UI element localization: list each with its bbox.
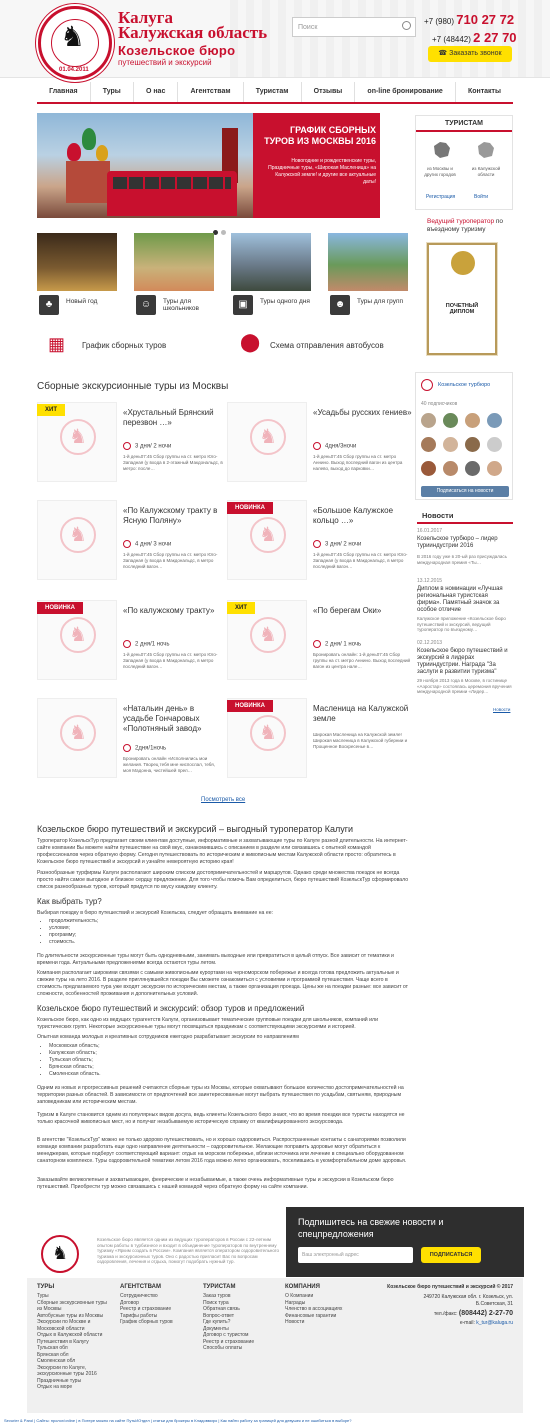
sidebar-certificate (415, 215, 513, 365)
phone-icon: ☎ (438, 50, 450, 57)
feature-schedule-link[interactable]: График сборных туров (82, 341, 167, 350)
footer-link[interactable]: Заказ туров (203, 1293, 231, 1299)
avatar[interactable] (443, 437, 458, 452)
footer-link[interactable]: Сборные экскурсионные туры из Москвы (37, 1299, 107, 1312)
badge-hit: ХИТ (227, 602, 255, 614)
tour-card[interactable] (37, 600, 218, 680)
clock-icon (123, 442, 131, 450)
register-link[interactable]: Регистрация (426, 194, 456, 200)
footer-link[interactable]: Отдых на море (37, 1384, 73, 1390)
diploma-title: ПОЧЕТНЫЙ ДИПЛОМ (445, 303, 479, 315)
vk-subscribe-button[interactable]: Подписаться на новости (421, 486, 509, 497)
tile-one-day-tours[interactable] (231, 233, 311, 315)
badge-new: НОВИНКА (227, 700, 273, 712)
tour-title[interactable]: «По берегам Оки» (313, 606, 382, 615)
footer-col-heading: ТУРЫ (37, 1284, 55, 1290)
email-input[interactable]: Ваш электронный адрес (298, 1247, 413, 1263)
article-paragraph: Заказывайте великолепные и захватывающие, феерические и незабываемые, а также очень информативные туры и экскурсии в Козельском бюро путешествий. Приобрести тур можно связавшись с нашей командой через обратную форму на сайте компании. (37, 1177, 394, 1190)
clock-icon (313, 442, 321, 450)
group-icon: ☻ (330, 295, 350, 315)
badge-new: НОВИНКА (227, 502, 273, 514)
footer-col-company (285, 1293, 365, 1326)
search-icon[interactable] (402, 21, 411, 30)
footer-link[interactable]: Брянская обл (37, 1351, 69, 1358)
news-heading: Новости (417, 510, 513, 524)
footer-link[interactable]: Путешествия в Калугу (37, 1338, 89, 1345)
horse-icon: ♞ (250, 617, 286, 653)
logo-seal[interactable] (38, 6, 112, 80)
article-paragraph: Козельское бюро, как одно из ведущих турагентств Калуги, организовывает тематические групповые поездки для школьников, компаний или туристических групп. Некоторые экскурсионные туры могут посвящаться праздникам с соответствующими экскурсиями и историей. (37, 1017, 378, 1030)
article-paragraph: Выбирая поездку в бюро путешествий и экскурсий Козельска, следует обращать внимание на ее: (37, 910, 274, 916)
footer-link[interactable]: Автобусные туры из Москвы (37, 1312, 104, 1319)
news-text: 29 ноября 2013 года в Москве, в гостинице «Аэростар» состоялась церемония вручения международной премии «Лидер… (417, 678, 512, 694)
article-list: • продолжительность; • условия; • программу; • стоимость. (37, 918, 410, 946)
footer-col-tours (37, 1293, 112, 1391)
news-date: 16.01.2017 (417, 528, 443, 534)
footer-link[interactable]: Экскурсии по Москве и Московской области (37, 1319, 91, 1332)
sidebar-tourists (415, 115, 513, 210)
footer-link[interactable]: Способы оплаты (203, 1345, 243, 1351)
footer-link[interactable]: Документы (203, 1325, 229, 1332)
tile-label: Туры для групп (357, 298, 403, 305)
login-link[interactable]: Войти (474, 194, 488, 200)
clock-icon (123, 640, 131, 648)
tour-desc: Бронировать онлайн «Исполнились мои желания. Творец тебя мне ниспослал, тебя, моя Мадонна, чистейшей прел… (123, 756, 215, 773)
footer-address: 249720 Калужская обл. г. Козельск, ул. Б.Советская, 31 (423, 1294, 513, 1307)
article-paragraph: Опытная команда молодых и креативных сотрудников ежегодно разрабатывает экскурсии по направлениям (37, 1034, 299, 1040)
phone-1[interactable]: +7 (980) 710 27 72 (424, 12, 515, 27)
slider-dot-2[interactable] (221, 230, 226, 235)
footer-link[interactable]: Поиск тура (203, 1299, 229, 1306)
footer-link[interactable]: Договор (120, 1299, 139, 1306)
slide-caption[interactable] (253, 113, 380, 218)
footer-copyright: Козельское бюро путешествий и экскурсий © 2017 (387, 1284, 513, 1290)
nav-home[interactable]: Главная (37, 82, 91, 102)
footer-link[interactable]: Реестр и страхование (120, 1306, 172, 1312)
map-pin-icon[interactable]: ⬤ (240, 332, 261, 352)
footer-link[interactable]: Награды (285, 1299, 306, 1306)
brand-subtitle: путешествий и экскурсий (118, 58, 212, 67)
avatar[interactable] (487, 437, 502, 452)
clock-icon (123, 744, 131, 752)
badge-new: НОВИНКА (37, 602, 83, 614)
footer-link[interactable]: График сборных туров (120, 1319, 173, 1325)
footer-logo[interactable] (41, 1235, 79, 1273)
tour-image (37, 500, 117, 580)
footer-link[interactable]: Членство в ассоциациях (285, 1306, 343, 1312)
tile-label: Туры одного дня (260, 298, 310, 305)
tile-image (134, 233, 214, 291)
tour-card[interactable] (37, 698, 215, 778)
slider-dots (213, 222, 233, 228)
search-input[interactable]: Поиск (292, 17, 416, 37)
tour-title[interactable]: «Большое Калужское кольцо …» (313, 506, 394, 525)
footer-col-heading: АГЕНТСТВАМ (120, 1284, 161, 1290)
tour-card[interactable] (227, 698, 409, 778)
tour-card[interactable] (37, 500, 218, 580)
news-date: 02.12.2013 (417, 640, 443, 646)
avatar[interactable] (421, 413, 436, 428)
article-paragraph: Туризм в Калуге становится одним из популярных видов досуга, ведь клиенты Козельского бюро знают, что во время поездки все туристы находятся не только красочной живописных мест, но и получат незабываемую историческую справку от квалифицированного экскурсовода. (37, 1112, 405, 1125)
nav-about[interactable]: О нас (134, 82, 179, 102)
nav-reviews[interactable]: Отзывы (302, 82, 356, 102)
footer-link[interactable]: Вопрос-ответ (203, 1312, 235, 1319)
kaluga-map-icon[interactable] (476, 140, 496, 160)
avatar[interactable] (421, 437, 436, 452)
footer-link[interactable]: Договор с туристом (203, 1332, 249, 1338)
tile-label: Новый год (66, 298, 98, 305)
sidebar-news (415, 510, 513, 720)
moscow-map-icon[interactable] (432, 140, 452, 160)
map-kaluga-label[interactable]: из Калужской области (471, 166, 501, 177)
tour-desc: 1-й день07:45 Сбор группы на ст. метро Юго-Западная (у входа в 2-этажный Макдональдс, в метро: после… (123, 454, 223, 471)
tour-duration: 2 дня/1 ночь (123, 640, 170, 648)
avatar[interactable] (421, 461, 436, 476)
tour-duration: 2 дня/ 1 ночь (313, 640, 361, 648)
avatar[interactable] (465, 461, 480, 476)
avatar[interactable] (465, 413, 480, 428)
sidebar-heading: ТУРИСТАМ (416, 116, 512, 132)
tour-card[interactable] (227, 402, 412, 482)
article-paragraph: Компания располагает широкими связями с самыми живописными курортами на черноморском побережье и всегда готова предложить актуальные и свежие туры на лето 2016. В разделе приглянувшейся поездки Вы сможете ознакомиться с условиями и программой путешествия. Чаще всего в стоимость предлагаемого тура уже входят экскурсии по историческим местам, а также организация проезда. Цены же на поездки разные: все зависит от сложности, особенностей проживания и дополнительных условий. (37, 970, 409, 997)
tour-card[interactable] (227, 600, 411, 680)
tile-image (231, 233, 311, 291)
article-paragraph: В агентстве "КозельскТур" можно не только здорово путешествовать, но и хорошо оздоровиться. Распространенные контакты с санаториями позволили команде компании разработать еще одно направление деятельности – оздоровительное. Желающие поправить здоровье могут обратиться к менеджерам, которые подберут соответствующий вариант: отдых на морском побережье, вблизи источника или лечение в специально оборудованном санаторном комплексе. Туры оздоровительной тематики летом 2016 года можно легко организовать, поселившись в укомфортабельном доме здоровья. (37, 1137, 407, 1164)
tile-image (37, 233, 117, 291)
tours-heading: Сборные экскурсионные туры из Москвы (37, 381, 229, 392)
footer-email: e-mail: k_tur@kaluga.ru (459, 1320, 513, 1326)
subscribe-heading: Подпишитесь на свежие новости и спецпредложения (298, 1217, 444, 1239)
nav-agencies[interactable]: Агентствам (178, 82, 243, 102)
article-subheading: Как выбрать тур? (37, 897, 102, 906)
vk-subscriber-count: 40 подписчиков (421, 401, 458, 407)
diploma-image[interactable] (427, 243, 497, 355)
footer-links (27, 1278, 523, 1413)
footer-link[interactable]: Туры (37, 1293, 49, 1299)
footer-about-text: Козельское бюро является одним из ведущих туроператоров в России с 22-летним опытом работы в турбизнесе и входит в объединение туроператоров по внутреннему туризму «Ярким создать в России». Компания является оператором оздоровительного туризма и экскурсионных туров. Оно с радостью пригласит Вас по вопросам оздоровления, лечения и отдыха, помогут подобрать нужный тур. (97, 1237, 279, 1264)
tile-group-tours[interactable] (328, 233, 408, 315)
nav-tours[interactable]: Туры (91, 82, 134, 102)
avatar[interactable] (443, 413, 458, 428)
footer-link[interactable]: Где купить? (203, 1319, 231, 1325)
article-paragraph: Одним из новых и прогрессивных решений считаются сборные туры из Москвы, которые охватывают большое количество достопримечательностей на территории разных областей. В зависимости от предпочтений все заинтересованные могут выбрать путешествия по усадьбам, святыням, природным заповедникам или историческим местам. (37, 1085, 404, 1105)
brand-name: Козельское бюро (118, 43, 236, 58)
horse-icon: ♞ (60, 21, 86, 52)
avatar[interactable] (487, 413, 502, 428)
tour-title[interactable]: Масленица на Калужской земле (313, 704, 409, 723)
horse-icon: ♞ (250, 419, 286, 455)
news-title[interactable]: Козельское бюро путешествий и экскурсий в лидерах турииндустрии. Награда "За заслуги в развитии туризма" (417, 648, 508, 675)
horse-icon: ♞ (250, 517, 286, 553)
article-paragraph: Разнообразные турфирмы Калуги располагают широким списком достопримечательностей и маршрутов. Однако среди множества поездок не всегда просто найти самое выгодное и близкое сердцу предложение. Для того чтобы помочь Вам определиться, бюро путешествий КозельскТур сформировало список разнообразных туров, который придутся по вкусу каждому клиенту. (37, 870, 409, 890)
footer-link[interactable]: Праздничные туры (37, 1377, 82, 1384)
see-all-link[interactable]: Посмотреть все (201, 797, 246, 803)
avatar[interactable] (487, 461, 502, 476)
horse-icon: ♞ (250, 715, 286, 751)
nav-online-booking[interactable]: on-line бронирование (355, 82, 456, 102)
tour-bus-picture (107, 171, 237, 216)
footer-link[interactable]: Смоленская обл (37, 1358, 76, 1364)
tree-icon: ♣ (39, 295, 59, 315)
tour-title[interactable]: «По Калужскому тракту в Ясную Поляну» (123, 506, 218, 525)
avatar[interactable] (443, 461, 458, 476)
footer-link[interactable]: Обратная связь (203, 1306, 240, 1312)
footer-link[interactable]: Тульская обл (37, 1345, 68, 1351)
bottom-links-bar[interactable]: Sevurier & Parol | Сайты: пролог/online | в Потере можно на сайте ПутьИОтдел | статьи для брокеры в Кладовмиро | Как найти работу за границей для девушек и не ошибиться в выборе? (4, 1418, 352, 1423)
footer-col-heading: КОМПАНИЯ (285, 1284, 320, 1290)
horse-icon: ♞ (60, 617, 96, 653)
tour-title[interactable]: «Натальин день» в усадьбе Гончаровых «Полотняный завод» (123, 704, 202, 733)
horse-icon: ♞ (60, 517, 96, 553)
news-date: 13.12.2015 (417, 578, 443, 584)
footer-link[interactable]: Отдых в Калужской области (37, 1332, 103, 1338)
seal-date: 01.04.2011 (59, 67, 89, 73)
horse-icon: ♞ (60, 419, 96, 455)
map-moscow-label[interactable]: из Москвы и других городов (424, 166, 456, 177)
footer-col-tourists (203, 1293, 278, 1352)
brand-city: Калуга Калужская область (118, 8, 268, 42)
footer-col-heading: ТУРИСТАМ (203, 1284, 236, 1290)
news-title[interactable]: Диплом в номинации «Лучшая региональная туристская фирма». Памятный значок за особое отличие (417, 586, 503, 613)
vk-widget (415, 372, 513, 500)
tour-desc: 1-й день07:45 Сбор группы на ст. метро Юго-Западная (у входа в Макдональдс, в метро последний вагон… (123, 552, 218, 569)
tour-duration: 3 дня/ 2 ночи (123, 442, 171, 450)
footer-link[interactable]: Реестр и страхование (203, 1338, 255, 1345)
horse-icon: ♞ (60, 715, 96, 751)
tour-duration: 2дня/1ночь (123, 744, 166, 752)
news-title[interactable]: Козельское турбюро – лидер турииндустрии 2016 (417, 536, 498, 549)
tile-new-year[interactable] (37, 233, 117, 315)
feature-bus-scheme-link[interactable]: Схема отправления автобусов (270, 341, 384, 350)
avatar[interactable] (465, 437, 480, 452)
tile-image (328, 233, 408, 291)
tour-title[interactable]: «Усадьбы русских гениев» (313, 408, 412, 417)
bus-icon: ▣ (233, 295, 253, 315)
tour-desc: Широкая Масленица на Калужской земле! Широкая масленица в Калужской губернии и Прощенное Воскресенье в… (313, 732, 408, 749)
tour-desc: Бронировать онлайн: 1-й день07:45 Сбор группы на ст. метро Аннино. Выход последний вагон из центра нале… (313, 652, 411, 669)
badge-hit: ХИТ (37, 404, 65, 416)
footer-link[interactable]: О Компании (285, 1293, 314, 1299)
footer-phone: тел./факс: (808442) 2-27-70 (433, 1310, 513, 1317)
tile-school-tours[interactable] (134, 233, 214, 315)
subscribe-button[interactable]: ПОДПИСАТЬСЯ (421, 1247, 481, 1263)
tour-desc: 1-й день07:45 Сбор группы на ст. метро Юго-Западная (у входа в Макдональдс, в метро последний вагон… (123, 652, 218, 669)
tour-duration: 4 дня/ 3 ночи (123, 540, 171, 548)
nav-contacts[interactable]: Контакты (467, 88, 501, 95)
tour-card[interactable] (227, 500, 408, 580)
phone-2[interactable]: +7 (48442) 2 27 70 (432, 30, 517, 45)
avatar[interactable] (421, 379, 433, 391)
main-nav (37, 82, 513, 104)
nav-tourists[interactable]: Туристам (244, 82, 302, 102)
slide-title: ГРАФИК СБОРНЫХ ТУРОВ ИЗ МОСКВЫ 2016 (264, 125, 376, 146)
article-paragraph: По длительности экскурсионные туры могут быть однодневными, занимать выходные или превратиться в целый отпуск. Все зависит от тематики и времени года. Актуальными предложениями всегда остаются туры летом. (37, 953, 394, 966)
clock-icon (313, 540, 321, 548)
vk-group-name[interactable]: Козельское турбюро (438, 382, 491, 388)
calendar-icon[interactable]: ▦ (48, 334, 66, 354)
tour-image (227, 402, 307, 482)
tour-image (37, 698, 117, 778)
students-icon: ☺ (136, 295, 156, 315)
tour-title[interactable]: «По калужскому тракту» (123, 606, 215, 615)
news-all-link[interactable]: Новости (493, 707, 511, 712)
tour-duration: 4дня/3ночи (313, 442, 356, 450)
call-me-button[interactable]: ☎ Заказать звонок (428, 46, 512, 62)
footer-link[interactable]: Экскурсии по Калуге, экскурсионные туры 2016 (37, 1364, 97, 1377)
tile-label: Туры для школьников (163, 298, 199, 312)
article-subheading: Козельское бюро путешествий и экскурсий: обзор туров и предложений (37, 1004, 305, 1013)
footer-link[interactable]: Тарифы работы (120, 1312, 158, 1319)
article-title: Козельское бюро путешествий и экскурсий – выгодный туроператор Калуги (37, 824, 354, 834)
tour-duration: 3 дня/ 2 ночи (313, 540, 361, 548)
clock-icon (123, 540, 131, 548)
tour-title[interactable]: «Хрустальный Брянский перезвон …» (123, 408, 214, 427)
tour-desc: 1-й день07:45 Сбор группы на ст. метро Аннино. Выход последний вагон из центра налево, выход до парковки… (313, 454, 403, 471)
footer-col-agencies (120, 1293, 195, 1326)
slide-text: Новогодние и рождественские туры, Праздничные туры, «Широкая Масленица» на Калужской земле! и другие все актуальные даты! (268, 158, 376, 185)
article-list: • Московская область; • Калужская область; • Тульская область; • Брянская область; • Смоленская область. (37, 1043, 410, 1078)
cathedral-picture (62, 123, 112, 203)
news-text: Калужское приложение «Козельское бюро путешествий и экскурсий, ведущий туроператор по въездному… (417, 616, 506, 632)
email-link[interactable]: k_tur@kaluga.ru (476, 1320, 513, 1326)
cert-heading: Ведущий туроператор по въездному туризму (427, 218, 504, 233)
horse-icon: ♞ (52, 1243, 69, 1263)
article-paragraph: Туроператор КозельскТур предлагает своим клиентам доступные, информативные и захватывающие туры по Калуге разной длительности. На интернет-сайте компании Вы можете найти путешествие на свой вкус, ознакомившись с описанием в разделе или связавшись с опытной командой профессионалов через обратную форму. Сегодня путешествовать по историческим и живописным местам Калужской области просто: обратитесь в Козельское бюро путешествий и экскурсий и узнайте невероятную историю края! (37, 838, 408, 865)
footer-link[interactable]: Новости (285, 1319, 305, 1325)
footer-link[interactable]: Финансовые гарантии (285, 1312, 337, 1319)
medal-icon (451, 251, 475, 275)
footer-link[interactable]: Сотрудничество (120, 1293, 158, 1299)
clock-icon (313, 640, 321, 648)
news-text: В 2016 году уже в 20-ый раз присуждалась международная премия «Ты… (417, 554, 507, 565)
tour-card[interactable] (37, 402, 223, 482)
tour-desc: 1-й день07:45 Сбор группы на ст. метро Юго-Западная (у входа в Макдональдс, в метро последний вагон… (313, 552, 408, 569)
